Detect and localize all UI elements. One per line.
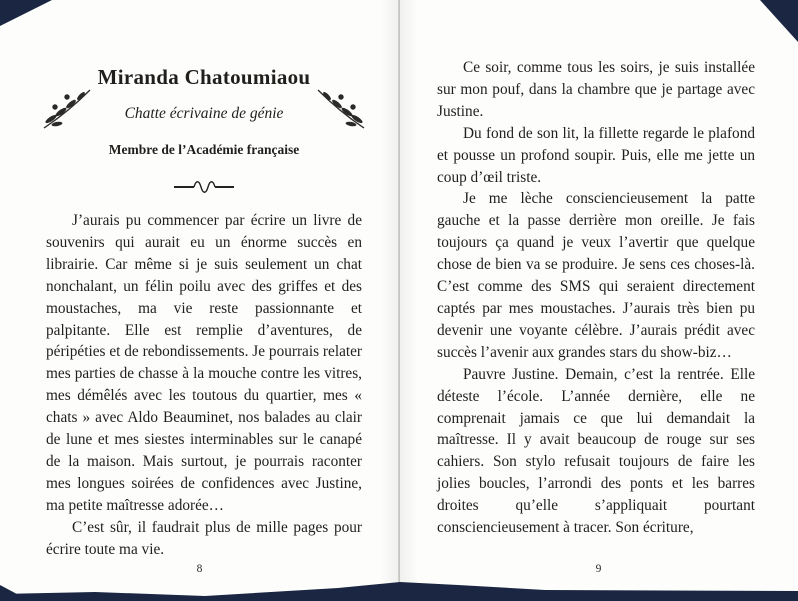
- chapter-header: [46, 0, 362, 195]
- page-right: [399, 0, 798, 601]
- left-page-text: [46, 210, 362, 561]
- gutter-shadow: [400, 0, 418, 601]
- background-corner: [760, 0, 798, 42]
- page-gutter: [398, 0, 400, 601]
- gutter-shadow: [380, 0, 398, 601]
- paragraph: Ce soir, comme tous les soirs, je suis installée sur mon pouf, dans la chambre que je partage avec Justine.: [437, 59, 755, 120]
- squiggle-divider-icon: [46, 179, 362, 195]
- laurel-branch-icon: [314, 84, 368, 137]
- chapter-subtitle: Chatte écrivaine de génie: [124, 105, 284, 122]
- paragraph: Du fond de son lit, la fillette regarde le plafond et pousse un profond soupir. Puis, elle me jette un coup d’œil triste.: [437, 124, 755, 186]
- laurel-branch-icon: [40, 84, 94, 137]
- paragraph: Pauvre Justine. Demain, c’est la rentrée. Elle déteste l’école. L’année dernière, elle ne comprenait jamais ce que lui demandait la maîtresse. Il y avait beaucoup de rouge sur ses cahiers. Son stylo refusait toujours de faire les jolies boucles, l’arrondi des ponts et les barres droites qu’elle s’appliquait pourtant consciencieusement à tracer. Son écriture,: [437, 365, 755, 537]
- paragraph: C’est sûr, il faudrait plus de mille pages pour écrire toute ma vie.: [46, 518, 362, 558]
- page-right-content: [437, 0, 755, 539]
- paragraph: Je me lèche consciencieusement la patte gauche et la passe derrière mon oreille. Je fais toujours ça quand je veux l’avertir que quelque chose de bien va se produire. Je sens ces choses-là. C’est comme des SMS qui seraient directement captés par mes moustaches. J’aurais très bien pu devenir une voyante célèbre. J’aurais prédit avec succès l’avenir aux grandes stars du show-biz…: [437, 190, 755, 361]
- chapter-affiliation: Membre de l’Académie française: [108, 142, 300, 157]
- page-left-content: [46, 0, 362, 561]
- chapter-title: Miranda Chatoumiaou: [97, 65, 311, 89]
- page-number-right: 9: [595, 563, 602, 575]
- page-number-left: 8: [196, 563, 203, 575]
- background-bottom-edge: [0, 579, 798, 601]
- background-corner: [0, 0, 52, 26]
- right-page-text: [437, 0, 755, 539]
- paragraph: J’aurais pu commencer par écrire un livre de souvenirs qui aurait eu un énorme succès en librairie. Car même si je suis seulement un chat nonchalant, un félin poilu avec des griffes et des moustaches, ma vie reste passionnante et palpitante. Elle est remplie d’aventures, de péripéties et de rebondissements. Je pourrais relater mes parties de chasse à la mouche contre les vitres, mes démêlés avec les toutous du quartier, mes « chats » avec Aldo Beauminet, nos balades au clair de lune et mes siestes interminables sur le canapé de la maison. Mais surtout, je pourrais raconter mes longues soirées de confidences avec Justine, ma petite maîtresse adorée…: [46, 212, 362, 514]
